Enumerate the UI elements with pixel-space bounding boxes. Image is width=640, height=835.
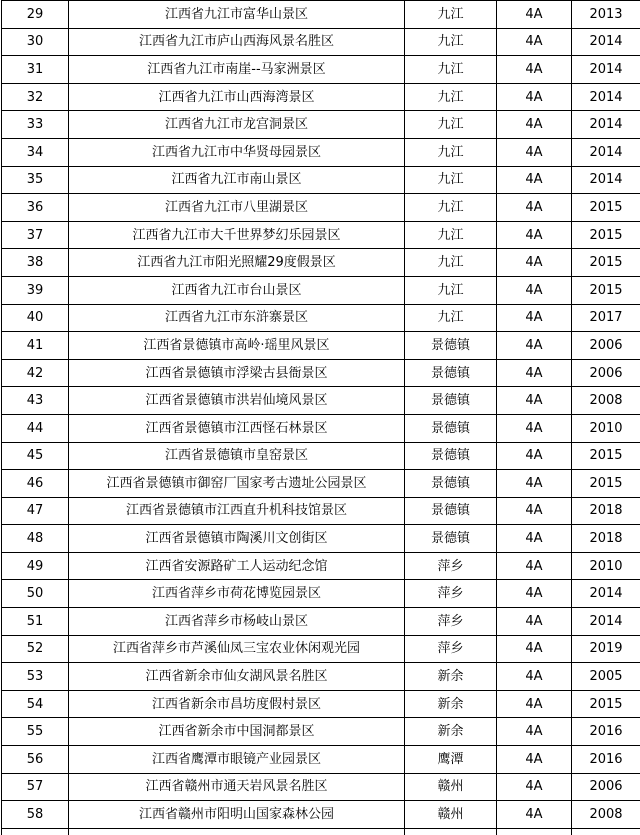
cell-year: 2014 (572, 580, 640, 608)
cell-year: 2015 (572, 221, 640, 249)
cell-grade: 4A (497, 166, 572, 194)
cell-grade: 4A (497, 138, 572, 166)
cell-number: 30 (2, 28, 69, 56)
table-row (2, 608, 640, 636)
cell-grade: 4A (497, 221, 572, 249)
cell-number: 58 (2, 801, 69, 829)
cell-scenic-name: 江西省景德镇市浮梁古县衙景区 (69, 359, 405, 387)
cell-year: 2014 (572, 166, 640, 194)
cell-year: 2010 (572, 552, 640, 580)
cell-city: 九江 (405, 304, 497, 332)
cell-year: 2014 (572, 56, 640, 84)
table-row (2, 83, 640, 111)
cell-year: 2019 (572, 635, 640, 663)
cell-year: 2014 (572, 608, 640, 636)
cell-number: 32 (2, 83, 69, 111)
cell-grade: 4A (497, 773, 572, 801)
cell-empty (69, 828, 405, 835)
cell-number: 56 (2, 746, 69, 774)
cell-year: 2015 (572, 470, 640, 498)
cell-grade: 4A (497, 580, 572, 608)
cell-scenic-name: 江西省鹰潭市眼镜产业园景区 (69, 746, 405, 774)
cell-scenic-name: 江西省九江市龙宫洞景区 (69, 111, 405, 139)
cell-scenic-name: 江西省九江市东浒寨景区 (69, 304, 405, 332)
cell-city: 九江 (405, 276, 497, 304)
table-row (2, 552, 640, 580)
cell-city: 新余 (405, 718, 497, 746)
cell-city: 鹰潭 (405, 746, 497, 774)
cell-grade: 4A (497, 304, 572, 332)
cell-scenic-name: 江西省安源路矿工人运动纪念馆 (69, 552, 405, 580)
cell-city: 景德镇 (405, 497, 497, 525)
table-row (2, 773, 640, 801)
cell-number: 31 (2, 56, 69, 84)
cell-number: 36 (2, 194, 69, 222)
cell-grade: 4A (497, 470, 572, 498)
cell-grade: 4A (497, 718, 572, 746)
cell-city: 萍乡 (405, 552, 497, 580)
table-row (2, 690, 640, 718)
cell-scenic-name: 江西省九江市阳光照耀29度假景区 (69, 249, 405, 277)
cell-number: 54 (2, 690, 69, 718)
cell-city: 萍乡 (405, 635, 497, 663)
cell-scenic-name: 江西省九江市大千世界梦幻乐园景区 (69, 221, 405, 249)
cell-grade: 4A (497, 83, 572, 111)
cell-number: 35 (2, 166, 69, 194)
cell-scenic-name: 江西省九江市南崖--马家洲景区 (69, 56, 405, 84)
cell-year: 2017 (572, 304, 640, 332)
cell-city: 九江 (405, 221, 497, 249)
cell-grade: 4A (497, 442, 572, 470)
cell-grade: 4A (497, 194, 572, 222)
cell-year: 2014 (572, 28, 640, 56)
cell-year: 2006 (572, 359, 640, 387)
cell-number: 57 (2, 773, 69, 801)
cell-city: 九江 (405, 1, 497, 29)
cell-year: 2005 (572, 663, 640, 691)
table-row (2, 580, 640, 608)
cell-empty (405, 828, 497, 835)
table-row (2, 249, 640, 277)
cell-city: 九江 (405, 138, 497, 166)
table-row (2, 276, 640, 304)
cell-number: 38 (2, 249, 69, 277)
table-row (2, 56, 640, 84)
cell-scenic-name: 江西省九江市台山景区 (69, 276, 405, 304)
cell-city: 九江 (405, 56, 497, 84)
cell-number: 33 (2, 111, 69, 139)
cell-scenic-name: 江西省萍乡市杨岐山景区 (69, 608, 405, 636)
cell-number: 37 (2, 221, 69, 249)
cell-grade: 4A (497, 635, 572, 663)
cell-number: 42 (2, 359, 69, 387)
cell-scenic-name: 江西省新余市中国洞都景区 (69, 718, 405, 746)
cell-city: 新余 (405, 663, 497, 691)
cell-scenic-name: 江西省萍乡市荷花博览园景区 (69, 580, 405, 608)
cell-city: 赣州 (405, 801, 497, 829)
cell-scenic-name: 江西省萍乡市芦溪仙凤三宝农业休闲观光园 (69, 635, 405, 663)
cell-scenic-name: 江西省景德镇市陶溪川文创街区 (69, 525, 405, 553)
cell-year: 2015 (572, 690, 640, 718)
table-row (2, 166, 640, 194)
cell-number: 45 (2, 442, 69, 470)
cell-scenic-name: 江西省九江市八里湖景区 (69, 194, 405, 222)
cell-number: 47 (2, 497, 69, 525)
cell-number: 51 (2, 608, 69, 636)
cell-empty (497, 828, 572, 835)
cell-year: 2018 (572, 525, 640, 553)
table-row (2, 801, 640, 829)
cell-number: 44 (2, 414, 69, 442)
table-row (2, 635, 640, 663)
cell-year: 2008 (572, 801, 640, 829)
cell-number: 46 (2, 470, 69, 498)
table-row-partial (2, 828, 640, 835)
cell-city: 九江 (405, 83, 497, 111)
table-row (2, 304, 640, 332)
cell-grade: 4A (497, 387, 572, 415)
cell-year: 2008 (572, 387, 640, 415)
cell-number: 40 (2, 304, 69, 332)
cell-city: 景德镇 (405, 387, 497, 415)
cell-grade: 4A (497, 332, 572, 360)
cell-scenic-name: 江西省景德镇市江西怪石林景区 (69, 414, 405, 442)
table-row (2, 525, 640, 553)
cell-year: 2016 (572, 718, 640, 746)
cell-grade: 4A (497, 359, 572, 387)
cell-scenic-name: 江西省景德镇市御窑厂国家考古遗址公园景区 (69, 470, 405, 498)
cell-grade: 4A (497, 525, 572, 553)
cell-grade: 4A (497, 414, 572, 442)
cell-number: 50 (2, 580, 69, 608)
cell-number: 52 (2, 635, 69, 663)
cell-year: 2015 (572, 276, 640, 304)
cell-city: 九江 (405, 28, 497, 56)
cell-grade: 4A (497, 746, 572, 774)
cell-number: 55 (2, 718, 69, 746)
cell-city: 景德镇 (405, 359, 497, 387)
cell-city: 九江 (405, 249, 497, 277)
table-row (2, 442, 640, 470)
cell-year: 2016 (572, 746, 640, 774)
cell-city: 赣州 (405, 773, 497, 801)
cell-number: 34 (2, 138, 69, 166)
cell-scenic-name: 江西省新余市昌坊度假村景区 (69, 690, 405, 718)
cell-scenic-name: 江西省新余市仙女湖风景名胜区 (69, 663, 405, 691)
table-row (2, 387, 640, 415)
cell-scenic-name: 江西省景德镇市洪岩仙境风景区 (69, 387, 405, 415)
table-row (2, 221, 640, 249)
cell-year: 2013 (572, 1, 640, 29)
table-row (2, 497, 640, 525)
cell-scenic-name: 江西省景德镇市江西直升机科技馆景区 (69, 497, 405, 525)
table-row (2, 111, 640, 139)
cell-year: 2018 (572, 497, 640, 525)
cell-number: 29 (2, 1, 69, 29)
cell-grade: 4A (497, 497, 572, 525)
cell-empty (572, 828, 640, 835)
cell-city: 九江 (405, 111, 497, 139)
cell-number: 39 (2, 276, 69, 304)
table-row (2, 28, 640, 56)
cell-grade: 4A (497, 276, 572, 304)
cell-number: 49 (2, 552, 69, 580)
cell-city: 景德镇 (405, 525, 497, 553)
cell-grade: 4A (497, 608, 572, 636)
cell-number: 41 (2, 332, 69, 360)
cell-scenic-name: 江西省景德镇市皇窑景区 (69, 442, 405, 470)
table-row (2, 718, 640, 746)
cell-city: 萍乡 (405, 608, 497, 636)
cell-scenic-name: 江西省九江市富华山景区 (69, 1, 405, 29)
cell-grade: 4A (497, 801, 572, 829)
cell-year: 2014 (572, 83, 640, 111)
cell-grade: 4A (497, 28, 572, 56)
cell-city: 九江 (405, 194, 497, 222)
cell-grade: 4A (497, 663, 572, 691)
cell-scenic-name: 江西省九江市南山景区 (69, 166, 405, 194)
cell-year: 2014 (572, 111, 640, 139)
cell-year: 2010 (572, 414, 640, 442)
cell-scenic-name: 江西省九江市庐山西海风景名胜区 (69, 28, 405, 56)
cell-city: 景德镇 (405, 442, 497, 470)
cell-number: 53 (2, 663, 69, 691)
table-row (2, 1, 640, 29)
cell-city: 景德镇 (405, 332, 497, 360)
cell-grade: 4A (497, 690, 572, 718)
cell-scenic-name: 江西省赣州市阳明山国家森林公园 (69, 801, 405, 829)
cell-year: 2006 (572, 332, 640, 360)
cell-grade: 4A (497, 56, 572, 84)
cell-scenic-name: 江西省九江市山西海湾景区 (69, 83, 405, 111)
cell-year: 2014 (572, 138, 640, 166)
cell-scenic-name: 江西省赣州市通天岩风景名胜区 (69, 773, 405, 801)
table-row (2, 746, 640, 774)
cell-grade: 4A (497, 552, 572, 580)
scenic-area-table (1, 0, 640, 835)
table-body (2, 1, 640, 835)
cell-city: 萍乡 (405, 580, 497, 608)
table-row (2, 470, 640, 498)
cell-year: 2015 (572, 249, 640, 277)
table-row (2, 138, 640, 166)
cell-empty (2, 828, 69, 835)
cell-year: 2015 (572, 442, 640, 470)
table-row (2, 332, 640, 360)
cell-grade: 4A (497, 111, 572, 139)
cell-city: 新余 (405, 690, 497, 718)
cell-city: 景德镇 (405, 414, 497, 442)
cell-number: 48 (2, 525, 69, 553)
cell-grade: 4A (497, 1, 572, 29)
table-row (2, 359, 640, 387)
cell-scenic-name: 江西省景德镇市高岭·瑶里风景区 (69, 332, 405, 360)
table-row (2, 194, 640, 222)
table-row (2, 663, 640, 691)
cell-year: 2006 (572, 773, 640, 801)
cell-city: 景德镇 (405, 470, 497, 498)
cell-scenic-name: 江西省九江市中华贤母园景区 (69, 138, 405, 166)
cell-number: 43 (2, 387, 69, 415)
cell-city: 九江 (405, 166, 497, 194)
cell-year: 2015 (572, 194, 640, 222)
cell-grade: 4A (497, 249, 572, 277)
table-row (2, 414, 640, 442)
